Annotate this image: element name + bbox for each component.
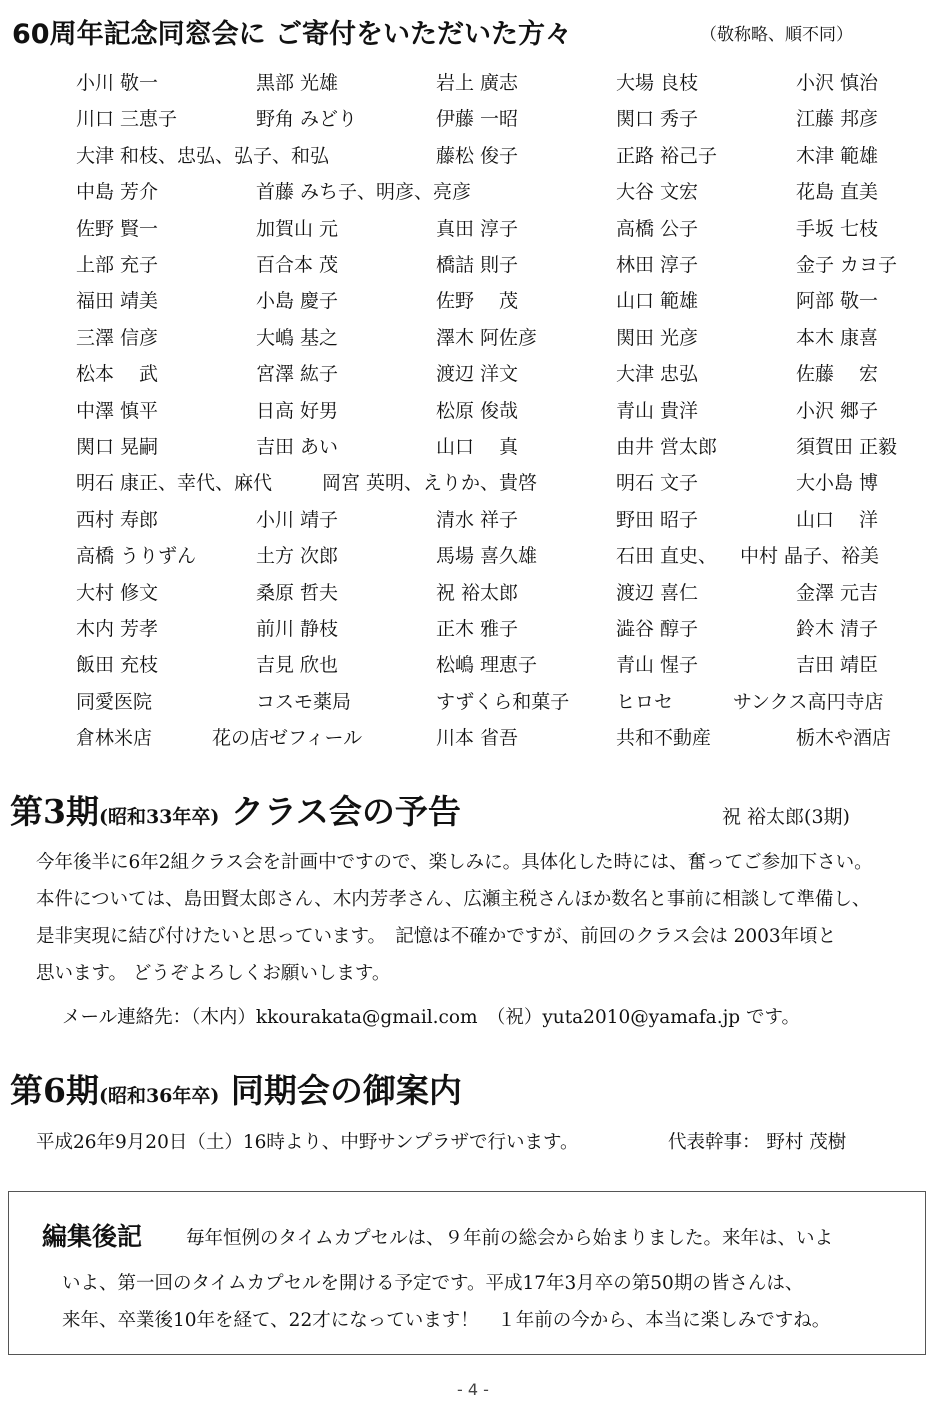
donor-name: 首藤 みち子、明彦、亮彦 — [256, 181, 472, 204]
donor-name: 土方 次郎 — [256, 545, 339, 568]
donor-name: 高橋 公子 — [616, 217, 699, 240]
donor-name: 真田 淳子 — [436, 217, 519, 240]
donor-name: 川口 三恵子 — [76, 108, 178, 131]
donor-name: 由井 営太郎 — [616, 436, 718, 458]
donor-name: 同愛医院 — [76, 690, 153, 713]
donor-name: 吉田 靖臣 — [796, 654, 879, 677]
donor-name: サンクス高円寺店 — [733, 690, 884, 713]
donor-name: 松本 武 — [76, 363, 159, 386]
donor-name: 伊藤 一昭 — [436, 108, 519, 131]
donor-name: 福田 靖美 — [76, 290, 159, 313]
donor-name: 三澤 信彦 — [76, 326, 159, 349]
donor-name: 関口 晃嗣 — [76, 436, 159, 458]
donor-name: 佐野 賢一 — [76, 217, 159, 240]
class3-line-4: 思います。 どうぞよろしくお願いします。 — [36, 963, 391, 984]
donor-name: 石田 直史、 — [616, 545, 718, 568]
editor-line-3: 来年、卒業後10年を経て、22才になっています！ １年前の今から、本当に楽しみですね。 — [62, 1310, 831, 1331]
donor-name: 明石 康正、幸代、麻代 — [76, 472, 273, 495]
class3-heading-year: (昭和33年卒) — [98, 806, 220, 828]
donor-name: 大場 良枝 — [616, 72, 699, 94]
donor-name: 共和不動産 — [616, 727, 712, 750]
class6-heading-title: 同期会の御案内 — [219, 1071, 462, 1110]
donor-name: 中村 晶子、裕美 — [740, 545, 880, 568]
class3-heading — [10, 786, 461, 833]
donor-name: 小島 慶子 — [256, 290, 339, 313]
donor-name: 大谷 文宏 — [616, 181, 699, 204]
donor-name: 小川 靖子 — [256, 508, 339, 531]
donor-name: 加賀山 元 — [256, 217, 339, 240]
donor-name: 野田 昭子 — [616, 508, 699, 531]
donor-name: 前川 静枝 — [256, 618, 339, 640]
donor-name: 野角 みどり — [256, 108, 358, 131]
donor-name: 藤松 俊子 — [436, 144, 519, 167]
donor-name: 栃木や酒店 — [796, 727, 892, 750]
donor-name: 金子 カヨ子 — [796, 254, 898, 276]
donor-name: 倉林米店 — [76, 727, 153, 750]
donor-name: 花の店ゼフィール — [212, 727, 363, 750]
class3-heading-main: 第3期 — [10, 792, 99, 831]
donor-name: 小沢 郷子 — [796, 399, 879, 422]
donor-name: 渡辺 洋文 — [436, 363, 519, 386]
donor-list — [0, 60, 946, 760]
donor-name: 橋詰 則子 — [436, 254, 519, 276]
donors-note: （敬称略、順不同） — [700, 25, 853, 45]
donor-name: 中澤 慎平 — [76, 399, 159, 422]
donor-name: ヒロセ — [616, 690, 674, 713]
donor-name: 関口 秀子 — [616, 108, 699, 131]
donor-name: 明石 文子 — [616, 472, 699, 495]
donor-name: 宮澤 紘子 — [256, 363, 339, 386]
donor-name: 手坂 七枝 — [796, 217, 879, 240]
donor-name: 吉見 欣也 — [256, 654, 339, 677]
donor-name: 祝 裕太郎 — [436, 581, 519, 604]
donor-name: 渡辺 喜仁 — [616, 581, 699, 604]
donor-name: 正木 雅子 — [436, 618, 519, 640]
donor-name: 飯田 充枝 — [76, 654, 159, 677]
donor-name: 馬場 喜久雄 — [436, 545, 538, 568]
donor-name: 関田 光彦 — [616, 326, 699, 349]
editor-line-1: 毎年恒例のタイムカプセルは、９年前の総会から始まりました。来年は、いよ — [186, 1228, 833, 1249]
class3-author: 祝 裕太郎(3期) — [722, 806, 850, 828]
donor-name: 林田 淳子 — [616, 254, 699, 276]
donor-name: 木津 範雄 — [796, 144, 879, 167]
editor-title: 編集後記 — [42, 1222, 143, 1251]
donor-name: 桑原 哲夫 — [256, 581, 339, 604]
donor-name: 清水 祥子 — [436, 508, 519, 531]
donor-name: 佐野 茂 — [436, 290, 519, 313]
donor-name: 大嶋 基之 — [256, 326, 339, 349]
donor-name: 小沢 慎治 — [796, 72, 879, 94]
class6-heading-year: (昭和36年卒) — [98, 1085, 220, 1107]
donor-name: 川本 省吾 — [436, 727, 519, 750]
donor-name: 山口 範雄 — [616, 290, 699, 313]
editor-line-2: いよ、第一回のタイムカプセルを開ける予定です。平成17年3月卒の第50期の皆さんは、 — [62, 1273, 804, 1294]
donor-name: 山口 洋 — [796, 508, 879, 531]
donor-name: 本木 康喜 — [796, 326, 879, 349]
donor-name: 小川 敬一 — [76, 72, 159, 94]
donor-name: 鈴木 清子 — [796, 618, 879, 640]
donor-name: 岩上 廣志 — [436, 72, 519, 94]
page-number: - 4 - — [457, 1380, 489, 1399]
class3-line-1: 今年後半に6年2組クラス会を計画中ですので、楽しみに。具体化した時には、奮ってご参加下さい。 — [36, 852, 873, 873]
donor-name: 大津 忠弘 — [616, 363, 699, 386]
donor-name: 澤木 阿佐彦 — [436, 326, 538, 349]
donor-name: 大津 和枝、忠弘、弘子、和弘 — [76, 144, 330, 167]
class3-email-line: メール連絡先：（木内）kkourakata@gmail.com （祝）yuta2010@yamafa.jp です。 — [62, 1007, 801, 1028]
donor-name: コスモ薬局 — [256, 690, 352, 713]
donor-name: 大小島 博 — [796, 472, 879, 495]
donor-name: 黒部 光雄 — [256, 72, 339, 94]
donor-name: 澁谷 醇子 — [616, 618, 699, 640]
class3-line-3: 是非実現に結び付けたいと思っています。 記憶は不確かですが、前回のクラス会は 2003年頃と — [36, 926, 837, 947]
donor-name: 百合本 茂 — [256, 254, 339, 276]
donor-name: 花島 直美 — [796, 181, 879, 204]
donor-name: 大村 修文 — [76, 581, 159, 604]
donor-name: 青山 惺子 — [616, 654, 699, 677]
donor-name: 中島 芳介 — [76, 181, 159, 204]
donor-name: 松原 俊哉 — [436, 399, 519, 422]
donor-name: 高橋 うりずん — [76, 545, 197, 568]
donor-name: 木内 芳孝 — [76, 618, 159, 640]
class6-organizer: 代表幹事： 野村 茂樹 — [668, 1132, 847, 1153]
donor-name: すずくら和菓子 — [436, 690, 570, 713]
donor-name: 金澤 元吉 — [796, 581, 879, 604]
donor-name: 青山 貴洋 — [616, 399, 699, 422]
donor-name: 須賀田 正毅 — [796, 436, 898, 458]
donor-name: 上部 充子 — [76, 254, 159, 276]
donor-name: 松嶋 理恵子 — [436, 654, 538, 677]
donor-name: 阿部 敬一 — [796, 290, 879, 313]
donor-name: 岡宮 英明、えりか、貴啓 — [322, 472, 538, 495]
donor-name: 山口 真 — [436, 436, 519, 458]
class6-line: 平成26年9月20日（土）16時より、中野サンプラザで行います。 — [36, 1132, 579, 1153]
donor-name: 西村 寿郎 — [76, 508, 159, 531]
class6-heading — [10, 1065, 462, 1112]
class3-line-2: 本件については、島田賢太郎さん、木内芳孝さん、広瀬主税さんほか数名と事前に相談して準備し、 — [36, 889, 871, 910]
donor-name: 佐藤 宏 — [796, 363, 879, 386]
donors-title: 60周年記念同窓会に ご寄付をいただいた方々 — [12, 19, 572, 50]
donor-name: 正路 裕己子 — [616, 144, 718, 167]
donor-name: 江藤 邦彦 — [796, 108, 879, 131]
class6-heading-main: 第6期 — [10, 1071, 99, 1110]
class3-heading-title: クラス会の予告 — [219, 792, 461, 831]
donor-name: 日高 好男 — [256, 399, 339, 422]
donor-name: 吉田 あい — [256, 436, 339, 458]
